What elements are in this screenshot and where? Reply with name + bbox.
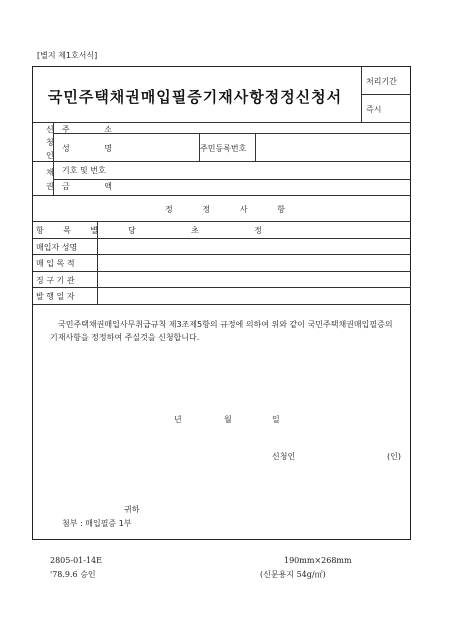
application-form-frame [32,66,411,540]
address-label-char: 주 [62,125,70,134]
symbol-number-label: 기호 및 번호 [62,166,106,175]
rule [33,254,411,255]
rule [33,195,411,196]
footer-approval: '78.9.6 승인 [50,570,96,579]
form-number: [별지 제1호서식] [37,51,98,60]
amount-label-char: 금 [62,182,70,191]
address-label [62,124,112,135]
address-label-char: 소 [104,125,112,134]
amount-label-char: 액 [104,182,112,191]
correction-heading-char: 정 [202,205,211,214]
applicant-label-char: 인 [46,151,54,160]
attachment-note: 첨부 : 매입필증 1부 [62,519,132,528]
footer-code: 2805-01-14E [50,556,102,565]
value-header [128,225,262,236]
addressee: 귀하 [124,505,140,514]
rule [255,133,256,161]
rule [33,221,411,222]
rule [33,161,411,162]
footer-size: 190mm×268mm [284,556,352,565]
applicant-label-char: 청 [46,138,54,147]
item-header-char: 목 [63,226,71,235]
item-header-char: 항 [36,226,44,235]
processing-divider [361,94,411,95]
correction-heading-char: 항 [277,205,285,214]
correction-heading [165,204,285,215]
value-header-char: 정 [254,226,262,235]
correction-heading-char: 정 [165,205,173,214]
bond-label-char: 권 [46,182,54,191]
value-header-char: 초 [191,226,199,235]
name-label [62,143,112,154]
processing-period-value: 즉시 [366,105,382,114]
processing-period-label: 처리기간 [366,77,397,86]
name-label-char: 성 [62,144,70,153]
rule [53,179,411,180]
date-year-label: 년 [174,415,182,424]
amount-label [62,181,112,192]
item-header-char: 별 [90,226,98,235]
row-label-buyer-name: 매입자 성명 [36,243,78,252]
item-header [36,225,98,236]
rule [33,304,411,305]
row-label-agency: 징 구 기 관 [36,276,75,285]
rule [33,271,411,272]
footer-paper: (신문용지 54g/㎡) [260,570,326,579]
rule [33,238,411,239]
row-label-purpose: 매 입 목 적 [36,259,75,268]
form-title: 국민주택채권매입필증기재사항정정신청서 [47,88,343,106]
bond-label-char: 채 [46,168,54,177]
applicant-label-char: 신 [46,125,54,134]
title-bottom-rule [33,122,411,123]
date-month-label: 월 [224,415,232,424]
seal-mark: (인) [387,452,401,461]
row-label-issue-date: 발 행 일 자 [36,292,75,301]
name-label-char: 명 [104,144,112,153]
correction-heading-char: 사 [239,205,248,214]
rule [33,287,411,288]
resident-number-label: 주민등록번호 [200,144,247,153]
date-day-label: 일 [272,415,280,424]
signer-label: 신청인 [272,452,296,461]
value-header-char: 당 [128,226,136,235]
application-statement: 국민주택채권매입사무취급규칙 제3조제5항의 규정에 의하여 위와 같이 국민주택채권매입필증의기재사항을 정정하여 주실것을 신청합니다. [50,320,393,342]
